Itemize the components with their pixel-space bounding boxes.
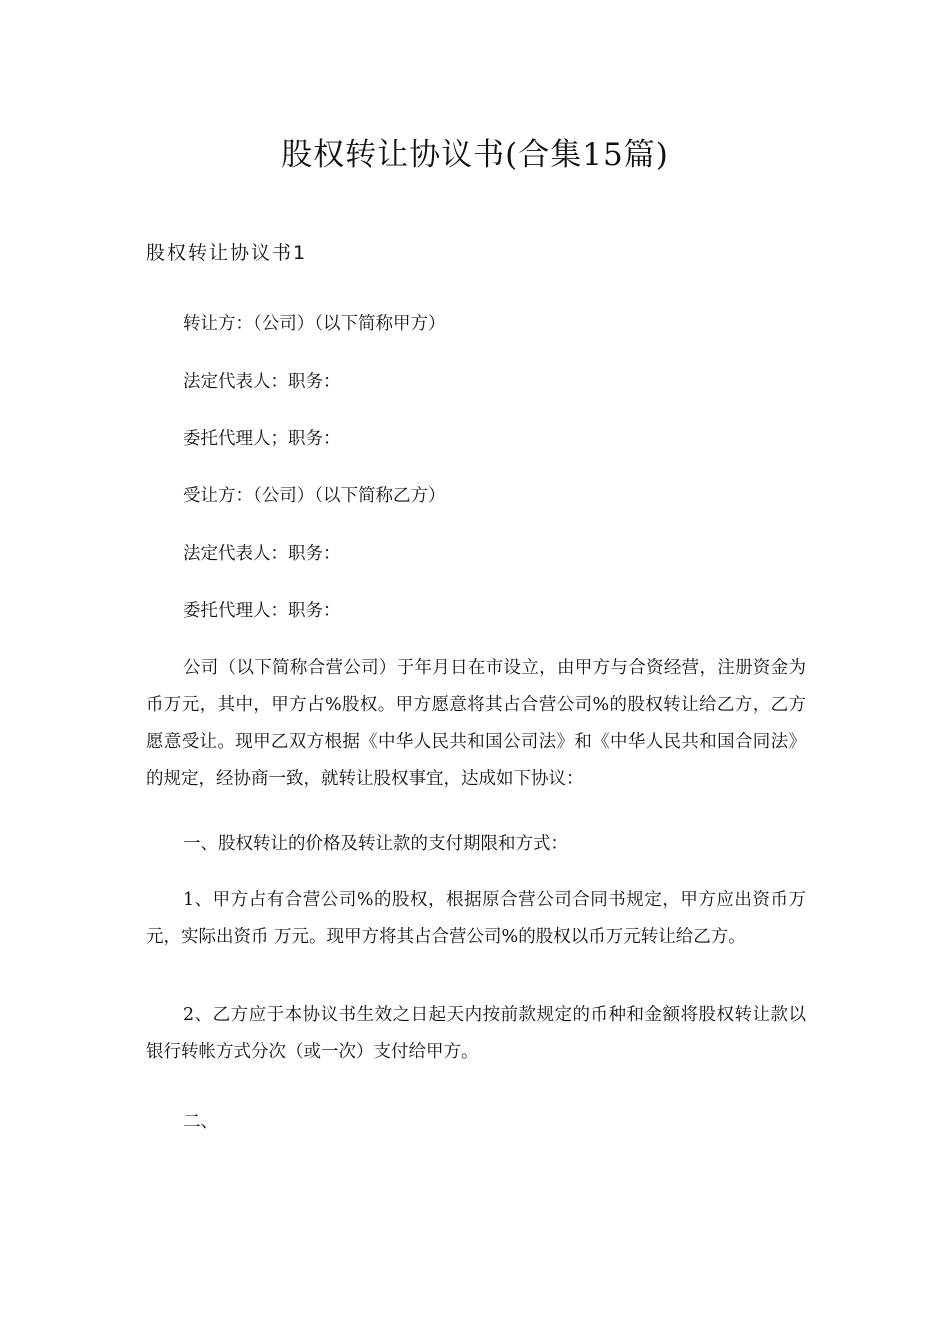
agent-b-line: 委托代理人：职务：: [183, 601, 341, 621]
clause-1-heading: 一、股权转让的价格及转让款的支付期限和方式：: [183, 834, 568, 854]
legal-representative-b-line: 法定代表人：职务：: [183, 544, 341, 564]
clause-2-heading: 二、: [183, 1112, 218, 1132]
intro-paragraph: 公司（以下简称合营公司）于年月日在市设立，由甲方与合资经营，注册资金为币万元，其中，甲方占%股权。甲方愿意将其占合营公司%的股权转让给乙方，乙方愿意受让。现甲乙双方根据《中华人民共和国公司法》和《中华人民共和国合同法》的规定，经协商一致，就转让股权事宜，达成如下协议：: [146, 658, 806, 789]
section-title: 股权转让协议书1: [146, 242, 308, 264]
clause-1-item-1: 1、甲方占有合营公司%的股权，根据原合营公司合同书规定，甲方应出资币万元，实际出资币 万元。现甲方将其占合营公司%的股权以币万元转让给乙方。: [146, 890, 806, 947]
agent-a-line: 委托代理人；职务：: [183, 429, 341, 449]
document-title: 股权转让协议书(合集15篇): [281, 137, 669, 173]
transferor-line: 转让方：（公司）（以下简称甲方）: [183, 314, 446, 334]
transferee-line: 受让方：（公司）（以下简称乙方）: [183, 486, 446, 506]
legal-representative-a-line: 法定代表人：职务：: [183, 372, 341, 392]
clause-1-item-2: 2、乙方应于本协议书生效之日起天内按前款规定的币种和金额将股权转让款以银行转帐方式分次（或一次）支付给甲方。: [146, 1005, 806, 1062]
